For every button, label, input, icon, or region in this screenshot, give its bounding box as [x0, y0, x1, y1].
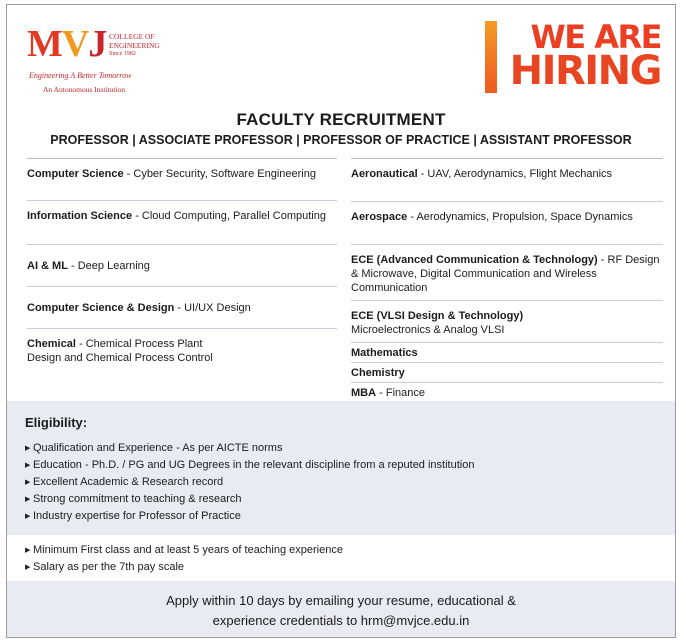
hiring-accent-bar	[485, 21, 497, 93]
positions-list: PROFESSOR | ASSOCIATE PROFESSOR | PROFESSOR OF PRACTICE | ASSISTANT PROFESSOR	[50, 133, 632, 147]
eligibility-list	[25, 440, 675, 525]
departments-right-column	[351, 158, 663, 403]
eligibility-heading: Eligibility:	[25, 415, 88, 430]
department-item: MBA - Finance	[351, 387, 425, 399]
autonomous-label: An Autonomous Institution	[43, 85, 126, 94]
additional-criteria-list	[25, 542, 675, 576]
bullet-arrow-icon: ▶	[25, 479, 31, 486]
page-title: FACULTY RECRUITMENT	[236, 110, 446, 129]
college-name: COLLEGE OF ENGINEERING	[109, 32, 160, 50]
college-tagline: Engineering A Better Tomorrow	[29, 71, 132, 80]
department-item: ECE (VLSI Design & Technology) Microelectronics & Analog VLSI	[351, 301, 663, 343]
departments-left-column	[27, 158, 337, 381]
hiring-line-1: WE ARE	[530, 18, 661, 56]
apply-line-1: Apply within 10 days by emailing your resume, educational &	[166, 593, 516, 608]
bullet-arrow-icon: ▶	[25, 564, 31, 571]
college-logo	[27, 21, 197, 103]
we-are-hiring-banner	[485, 18, 661, 94]
department-item: Information Science - Cloud Computing, Parallel Computing	[27, 201, 337, 245]
department-item: Mathematics	[351, 343, 663, 363]
eligibility-section	[7, 401, 675, 535]
since-year: Since 1982	[109, 51, 136, 57]
department-item: AI & ML - Deep Learning	[27, 245, 337, 287]
department-item: Computer Science - Cyber Security, Software Engineering	[27, 159, 337, 201]
apply-instructions	[7, 581, 675, 638]
department-item: ECE (Advanced Communication & Technology) - RF Design & Microwave, Digital Communication and Wireless Communication	[351, 245, 663, 301]
apply-line-2: experience credentials to hrm@mvjce.edu.in	[212, 613, 470, 628]
bullet-arrow-icon: ▶	[25, 496, 31, 503]
recruitment-poster	[6, 4, 676, 638]
list-item: ▶ Excellent Academic & Research record	[25, 474, 675, 491]
list-item: ▶ Salary as per the 7th pay scale	[25, 559, 675, 576]
bullet-arrow-icon: ▶	[25, 462, 31, 469]
bullet-arrow-icon: ▶	[25, 547, 31, 554]
department-item: Computer Science & Design - UI/UX Design	[27, 287, 337, 329]
department-item: Chemistry	[351, 363, 663, 383]
list-item: ▶ Education - Ph.D. / PG and UG Degrees in the relevant discipline from a reputed institution	[25, 457, 675, 474]
additional-criteria	[7, 535, 675, 581]
department-item: Aerospace - Aerodynamics, Propulsion, Space Dynamics	[351, 202, 663, 245]
department-item: Chemical - Chemical Process Plant Design and Chemical Process Control	[27, 338, 213, 364]
bullet-arrow-icon: ▶	[25, 445, 31, 452]
list-item: ▶ Industry expertise for Professor of Practice	[25, 508, 675, 525]
bullet-arrow-icon: ▶	[25, 513, 31, 520]
list-item: ▶ Strong commitment to teaching & research	[25, 491, 675, 508]
list-item: ▶ Qualification and Experience - As per AICTE norms	[25, 440, 675, 457]
department-item: Aeronautical - UAV, Aerodynamics, Flight Mechanics	[351, 159, 663, 202]
logo-mark: MVJ	[27, 23, 107, 65]
hiring-line-2: HIRING	[509, 48, 661, 94]
list-item: ▶ Minimum First class and at least 5 years of teaching experience	[25, 542, 675, 559]
